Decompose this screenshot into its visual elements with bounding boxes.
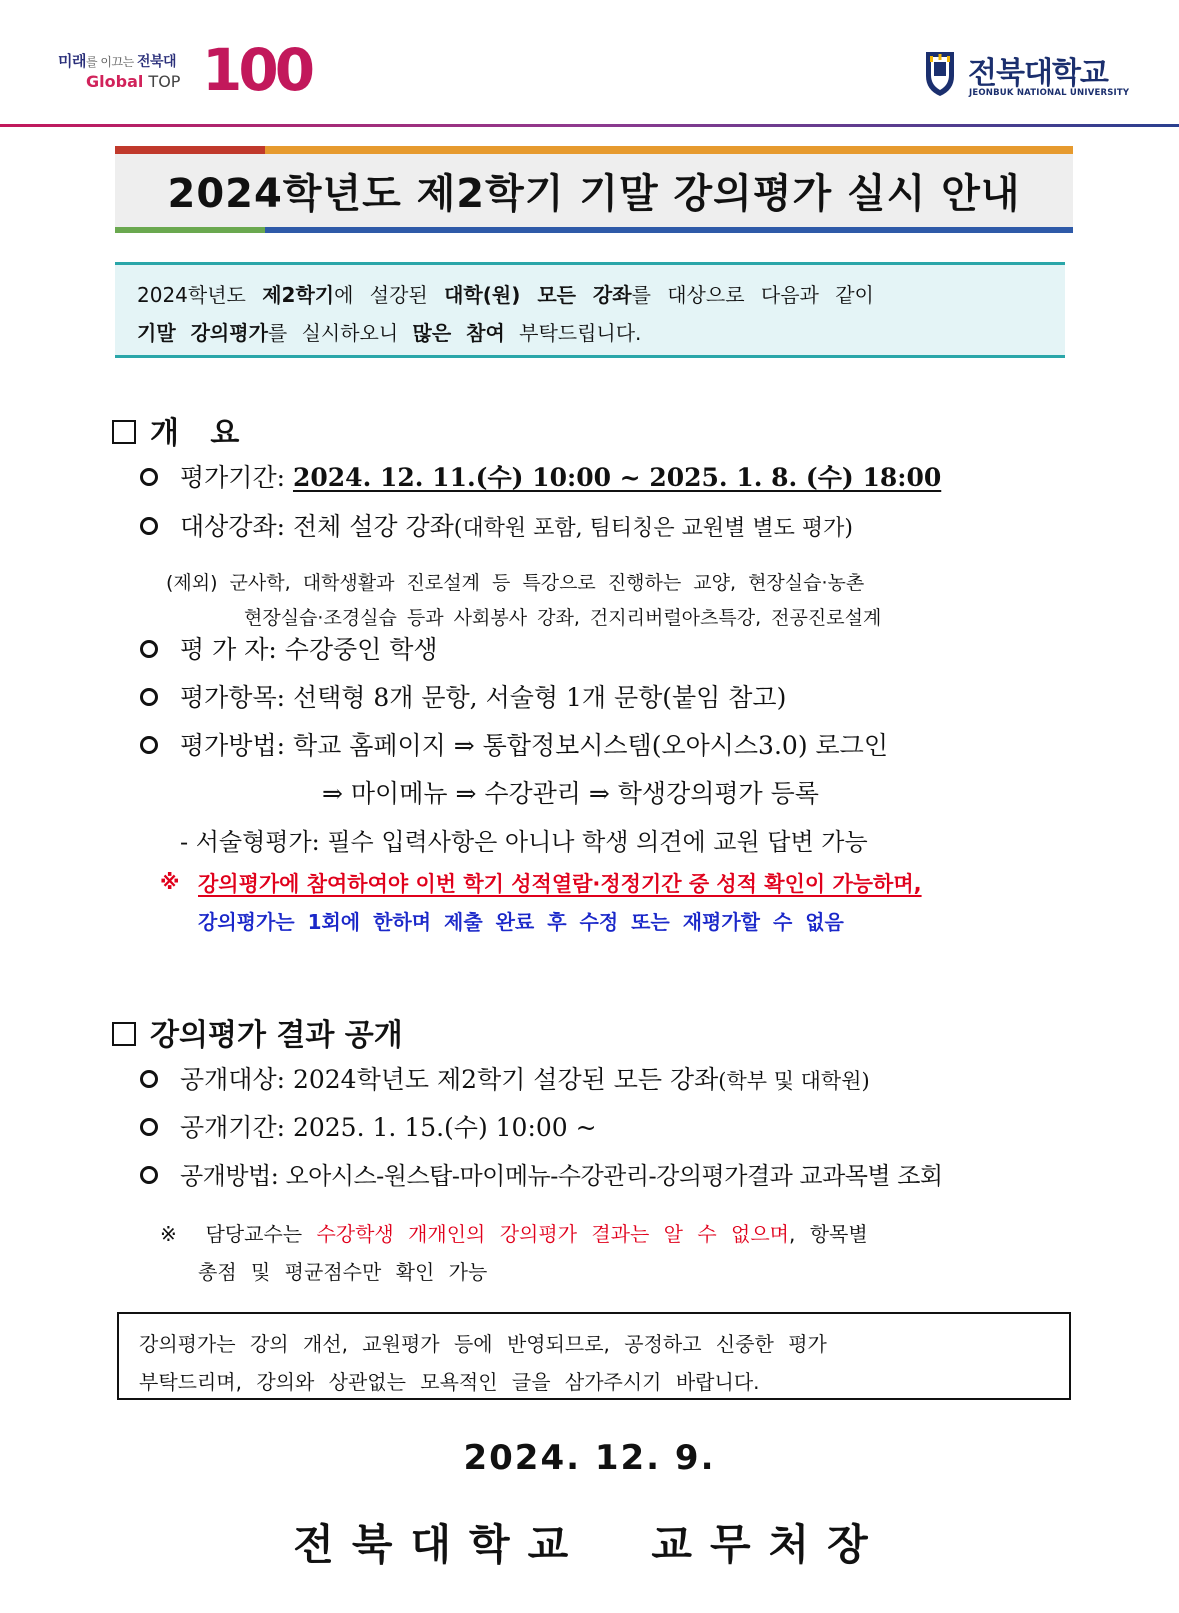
exclusion-line-2: 현장실습·조경실습 등과 사회봉사 강좌, 건지리버럴아츠특강, 전공진로설계 bbox=[244, 607, 882, 629]
evaluator: 평 가 자: 수강중인 학생 bbox=[140, 630, 438, 666]
issue-date: 2024. 12. 9. bbox=[463, 1438, 716, 1478]
eval-method: 평가방법: 학교 홈페이지 ⇒ 통합정보시스템(오아시스3.0) 로그인 bbox=[140, 726, 888, 762]
intro-box bbox=[115, 262, 1065, 358]
eval-items: 평가항목: 선택형 8개 문항, 서술형 1개 문항(붙임 참고) bbox=[140, 678, 786, 714]
circle-bullet-icon bbox=[140, 1166, 158, 1184]
notice-box bbox=[117, 1312, 1071, 1400]
header-divider bbox=[0, 124, 1179, 127]
notice-line-1: 강의평가는 강의 개선, 교원평가 등에 반영되므로, 공정하고 신중한 평가 bbox=[139, 1332, 827, 1356]
exclusion-line-1: (제외) 군사학, 대학생활과 진로설계 등 특강으로 진행하는 교양, 현장실습·농촌 bbox=[166, 572, 865, 594]
university-name-en: JEONBUK NATIONAL UNIVERSITY bbox=[969, 88, 1130, 98]
circle-bullet-icon bbox=[140, 468, 158, 486]
title-top-bar bbox=[115, 146, 1073, 154]
target-courses: 대상강좌: 전체 설강 강좌(대학원 포함, 팀티칭은 교원별 별도 평가) bbox=[140, 507, 853, 543]
overview-heading: 개 요 bbox=[112, 408, 239, 452]
checkbox-square-icon bbox=[112, 420, 136, 444]
warning-line-2: 강의평가는 1회에 한하며 제출 완료 후 수정 또는 재평가할 수 없음 bbox=[198, 910, 844, 934]
page-title: 2024학년도 제2학기 기말 강의평가 실시 안내 bbox=[167, 171, 1021, 217]
university-name-kr: 전북대학교 bbox=[968, 56, 1108, 91]
intro-line-1: 2024학년도 제2학기에 설강된 대학(원) 모든 강좌를 대상으로 다음과 같이 bbox=[137, 283, 874, 307]
essay-note: - 서술형평가: 필수 입력사항은 아니나 학생 의견에 교원 답변 가능 bbox=[180, 828, 868, 856]
university-emblem-icon bbox=[920, 48, 960, 98]
results-heading: 강의평가 결과 공개 bbox=[112, 1010, 403, 1054]
intro-line-2: 기말 강의평가를 실시하오니 많은 참여 부탁드립니다. bbox=[137, 321, 642, 345]
hundred-mark: 100 bbox=[202, 36, 312, 104]
results-method: 공개방법: 오아시스-원스탑-마이메뉴-수강관리-강의평가결과 교과목별 조회 bbox=[140, 1156, 943, 1191]
circle-bullet-icon bbox=[140, 1118, 158, 1136]
results-note-line-2: 총점 및 평균점수만 확인 가능 bbox=[198, 1260, 488, 1284]
title-box bbox=[115, 154, 1073, 227]
issuing-office: 전북대학교 교무처장 bbox=[293, 1520, 886, 1569]
global-top-text: Global TOP bbox=[86, 72, 181, 91]
circle-bullet-icon bbox=[140, 1070, 158, 1088]
title-bottom-bar bbox=[115, 227, 1073, 233]
circle-bullet-icon bbox=[140, 640, 158, 658]
university-logo bbox=[920, 44, 1140, 104]
slogan-line: 미래를 이끄는 전북대 bbox=[58, 52, 177, 70]
notice-line-2: 부탁드리며, 강의와 상관없는 모욕적인 글을 삼가주시기 바랍니다. bbox=[139, 1370, 760, 1394]
circle-bullet-icon bbox=[140, 736, 158, 754]
reference-mark: ※ bbox=[160, 870, 180, 894]
circle-bullet-icon bbox=[140, 517, 158, 535]
warning-line-1: 강의평가에 참여하여야 이번 학기 성적열람·정정기간 중 성적 확인이 가능하며, bbox=[198, 872, 922, 896]
warning-note bbox=[160, 870, 179, 894]
results-period: 공개기간: 2025. 1. 15.(수) 10:00 ~ bbox=[140, 1108, 597, 1144]
results-note-line-1: ※ 담당교수는 수강학생 개개인의 강의평가 결과는 알 수 없으며, 항목별 bbox=[160, 1222, 868, 1246]
eval-method-continued: ⇒ 마이메뉴 ⇒ 수강관리 ⇒ 학생강의평가 등록 bbox=[322, 779, 819, 808]
eval-period: 평가기간: 2024. 12. 11.(수) 10:00 ~ 2025. 1. 8. (수) 18:00 bbox=[140, 458, 941, 494]
slogan-logo bbox=[50, 36, 312, 104]
checkbox-square-icon bbox=[112, 1022, 136, 1046]
results-target: 공개대상: 2024학년도 제2학기 설강된 모든 강좌(학부 및 대학원) bbox=[140, 1060, 870, 1096]
circle-bullet-icon bbox=[140, 688, 158, 706]
